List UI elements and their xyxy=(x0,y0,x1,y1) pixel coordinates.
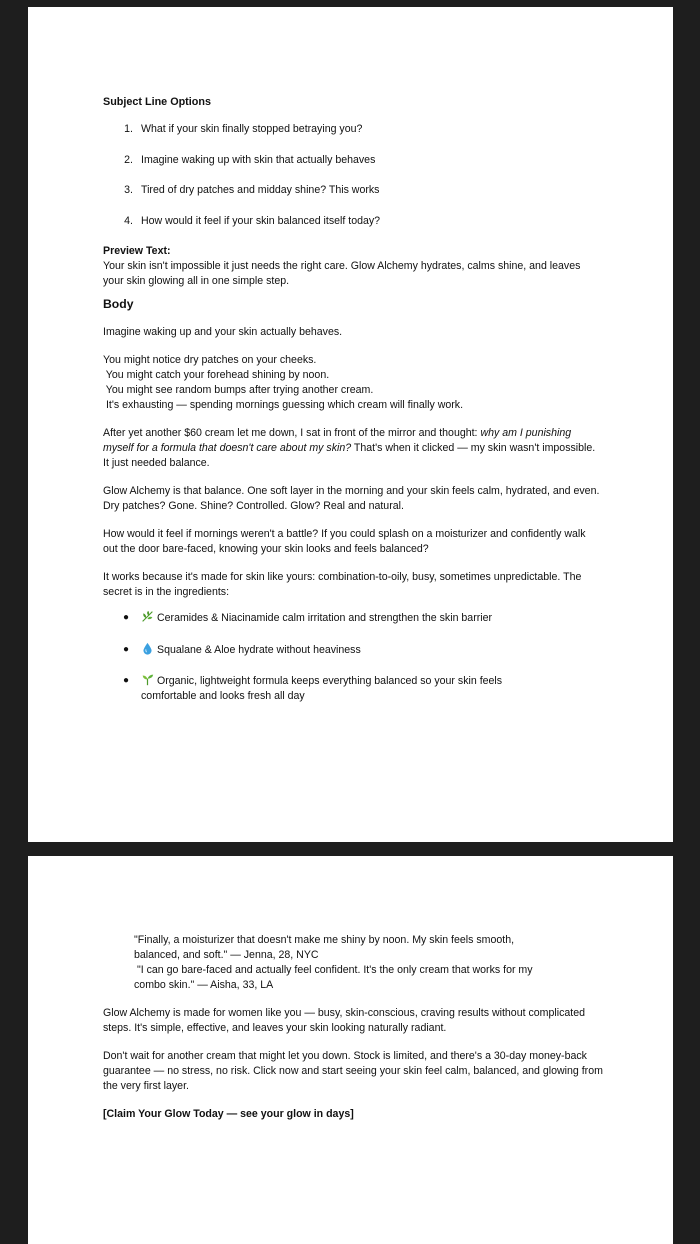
paragraph-line: You might notice dry patches on your cheeks. xyxy=(103,354,317,366)
body-paragraph-5: How would it feel if mornings weren't a battle? If you could splash on a moisturizer and confidently walk out the door bare-faced, knowing your skin looks and feels balanced? xyxy=(103,528,586,555)
list-number: 3. xyxy=(124,184,133,196)
ingredient-item xyxy=(103,610,603,626)
page-2-content xyxy=(103,933,603,1122)
ingredient-text: Organic, lightweight formula keeps everything balanced so your skin feels comfortable and looks fresh all day xyxy=(141,675,503,702)
preview-label: Preview Text: xyxy=(103,245,171,257)
subject-heading: Subject Line Options xyxy=(103,96,211,108)
body-paragraph-4: Glow Alchemy is that balance. One soft layer in the morning and your skin feels calm, hydrated, and even. Dry patches? Gone. Shine? Controlled. Glow? Real and natural. xyxy=(103,485,600,512)
subject-item xyxy=(103,122,603,137)
ingredient-line xyxy=(141,642,551,658)
page-1-content xyxy=(103,95,603,720)
body-paragraph-3 xyxy=(103,426,603,471)
subject-item xyxy=(103,183,603,198)
paragraph-line: You might catch your forehead shining by noon. xyxy=(103,369,330,381)
testimonial-1: "Finally, a moisturizer that doesn't make me shiny by noon. My skin feels smooth, balanced, and soft." — Jenna, 28, NYC xyxy=(134,934,515,961)
ingredient-line xyxy=(141,610,551,626)
bullet: ● xyxy=(123,675,130,686)
paragraph-line: It's exhausting — spending mornings guessing which cream will finally work. xyxy=(103,399,464,411)
body-heading: Body xyxy=(103,297,134,311)
italic-text: why am I punishing myself for a formula that doesn't care about my skin? xyxy=(103,427,572,454)
subject-list xyxy=(103,122,603,229)
document-page-1 xyxy=(28,7,673,842)
subject-text: Imagine waking up with skin that actually behaves xyxy=(141,153,376,166)
body-paragraph-6: It works because it's made for skin like yours: combination-to-oily, busy, sometimes unpredictable. The secret is in the ingredients: xyxy=(103,571,582,598)
paragraph-line: You might see random bumps after trying another cream. xyxy=(103,384,374,396)
bullet: ● xyxy=(123,643,130,655)
subject-text: Tired of dry patches and midday shine? This works xyxy=(141,184,380,196)
ingredient-item xyxy=(103,673,603,704)
subject-text: How would it feel if your skin balanced itself today? xyxy=(141,214,381,227)
paragraph-text: After yet another $60 cream let me down, I sat in front of the mirror and thought: xyxy=(103,427,481,439)
subject-text: What if your skin finally stopped betraying you? xyxy=(141,123,363,135)
subject-item xyxy=(103,153,603,168)
body-paragraph-7: Glow Alchemy is made for women like you — busy, skin-conscious, craving results without complicated steps. It's simple, effective, and leaves your skin looking naturally radiant. xyxy=(103,1007,586,1034)
document-page-2 xyxy=(28,856,673,1244)
body-paragraph-8: Don't wait for another cream that might let you down. Stock is limited, and there's a 30-day money-back guarantee — no stress, no risk. Click now and start seeing your skin feel calm, balanced, and glowing from the very first layer. xyxy=(103,1050,603,1092)
body-paragraph-2 xyxy=(103,353,603,413)
ingredient-line xyxy=(141,673,551,704)
droplet-icon xyxy=(141,642,154,655)
preview-text: Your skin isn't impossible it just needs the right care. Glow Alchemy hydrates, calms shine, and leaves your skin glowing all in one simple step. xyxy=(103,260,581,287)
bullet: ● xyxy=(123,612,130,623)
subject-item xyxy=(103,214,603,229)
seedling-icon xyxy=(141,673,154,686)
list-number: 2. xyxy=(124,153,133,166)
cta-text: [Claim Your Glow Today — see your glow in days] xyxy=(103,1108,354,1120)
ingredient-item xyxy=(103,642,603,658)
ingredient-list xyxy=(103,610,603,704)
paragraph-text: That's when it clicked — my skin wasn't impossible. It just needed balance. xyxy=(103,442,596,469)
herb-icon xyxy=(141,610,154,623)
body-paragraph-1: Imagine waking up and your skin actually behaves. xyxy=(103,326,343,338)
testimonial-2: "I can go bare-faced and actually feel confident. It's the only cream that works for my combo skin." — Aisha, 33, LA xyxy=(134,964,536,991)
ingredient-text: Ceramides & Niacinamide calm irritation and strengthen the skin barrier xyxy=(157,612,493,624)
list-number: 4. xyxy=(124,214,133,227)
ingredient-text: Squalane & Aloe hydrate without heaviness xyxy=(157,643,361,656)
list-number: 1. xyxy=(124,123,133,135)
